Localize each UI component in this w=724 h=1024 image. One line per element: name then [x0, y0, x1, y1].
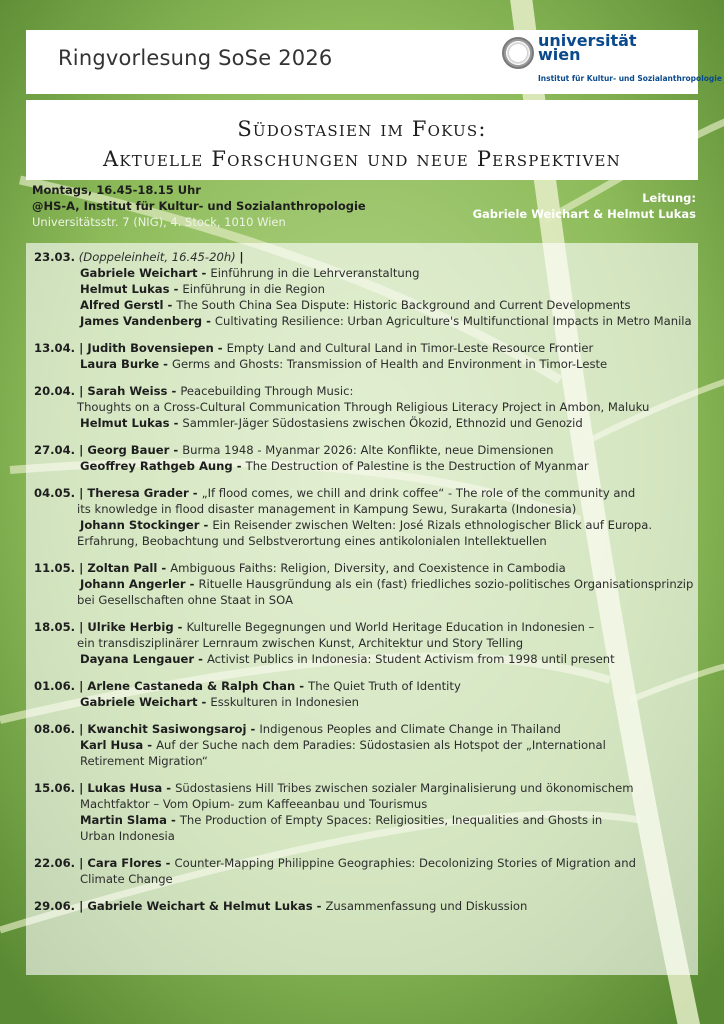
talk-title: Südostasiens Hill Tribes zwischen sozialer Marginalisierung und ökonomischem — [175, 781, 634, 795]
schedule-entry: 11.05. | Zoltan Pall - Ambiguous Faiths: Religion, Diversity, and Coexistence in Cambodia Johann Angerler - Rituelle Hausgründung als ein (fast) friedliches sozio-politisches Organisationsprinzip bei Gesellschaften ohne Staat in SOA — [34, 561, 694, 607]
entry-date: 22.06. — [34, 856, 76, 870]
speaker-name: Georg Bauer — [87, 443, 170, 457]
talk-title: Esskulturen in Indonesien — [210, 695, 359, 709]
event-time: Montags, 16.45-18.15 Uhr — [32, 183, 201, 197]
university-seal-icon — [502, 37, 534, 69]
talk-title: Kulturelle Begegnungen und World Heritage Education in Indonesien – — [186, 620, 595, 634]
talk-title: Counter-Mapping Philippine Geographies: Decolonizing Stories of Migration and — [174, 856, 636, 870]
talk-title: The Production of Empty Spaces: Religiosities, Inequalities and Ghosts in — [179, 813, 603, 827]
entry-date: 27.04. — [34, 443, 76, 457]
entry-date: 04.05. — [34, 486, 76, 500]
speaker-name: James Vandenberg — [80, 314, 203, 328]
talk-title: Empty Land and Cultural Land in Timor-Leste Resource Frontier — [226, 341, 594, 355]
speaker-name: Helmut Lukas — [80, 416, 170, 430]
talk-title: Peacebuilding Through Music: — [180, 384, 354, 398]
leitung-label: Leitung: — [642, 191, 696, 205]
talk-title: The Quiet Truth of Identity — [308, 679, 461, 693]
talk-title-continued: ein transdisziplinärer Lernraum zwischen Kunst, Architektur und Story Telling — [77, 636, 524, 650]
talk-title: The Destruction of Palestine is the Destruction of Myanmar — [245, 459, 589, 473]
entry-date: 11.05. — [34, 561, 76, 575]
organizers — [473, 190, 696, 222]
talk-title: The South China Sea Dispute: Historic Background and Current Developments — [176, 298, 631, 312]
schedule-entry: 18.05. | Ulrike Herbig - Kulturelle Begegnungen und World Heritage Education in Indonesien – ein transdisziplinärer Lernraum zwischen Kunst, Architektur und Story Telling Dayana Lengauer - Activist Publics in Indonesia: Student Activism from 1998 until present — [34, 619, 690, 667]
speaker-name: Johann Angerler — [80, 577, 186, 591]
talk-title: „If flood comes, we chill and drink coffee“ - The role of the community and — [201, 486, 636, 500]
leitung-names: Gabriele Weichart & Helmut Lukas — [472, 207, 696, 221]
speaker-name: Johann Stockinger — [80, 518, 200, 532]
talk-title: Ambiguous Faiths: Religion, Diversity, and Coexistence in Cambodia — [170, 561, 566, 575]
talk-title: Auf der Suche nach dem Paradies: Südostasien als Hotspot der „International — [156, 738, 606, 752]
speaker-name: Kwanchit Sasiwongsaroj — [87, 722, 247, 736]
talk-title-continued: its knowledge in flood disaster management in Kampung Sewu, Surakarta (Indonesia) — [77, 502, 577, 516]
speaker-name: Cara Flores — [87, 856, 162, 870]
talk-title: Germs and Ghosts: Transmission of Health and Environment in Timor-Leste — [172, 357, 608, 371]
speaker-name: Lukas Husa — [87, 781, 163, 795]
event-info — [32, 182, 366, 230]
speaker-name: Theresa Grader — [87, 486, 189, 500]
title-banner — [26, 100, 698, 180]
entry-note: (Doppeleinheit, 16.45-20h) — [78, 250, 236, 264]
speaker-name: Gabriele Weichart & Helmut Lukas — [87, 899, 313, 913]
talk-title: Zusammenfassung und Diskussion — [325, 899, 528, 913]
entry-date: 23.03. — [34, 250, 76, 264]
talk-title-continued: Thoughts on a Cross-Cultural Communication Through Religious Literacy Project in Ambon, Maluku — [77, 400, 650, 414]
header-banner — [26, 30, 722, 94]
schedule-entry: 08.06. | Kwanchit Sasiwongsaroj - Indigenous Peoples and Climate Change in Thailand Karl Husa - Auf der Suche nach dem Paradies: Südostasien als Hotspot der „International Retirement Migration“ — [34, 721, 690, 769]
schedule-entry: 29.06. | Gabriele Weichart & Helmut Lukas - Zusammenfassung und Diskussion — [34, 899, 528, 913]
institute-name: Institut für Kultur- und Sozialanthropologie — [538, 74, 722, 83]
speaker-name: Gabriele Weichart — [80, 695, 198, 709]
logo-word-universitaet: universität — [538, 31, 637, 50]
schedule-entry: 13.04. | Judith Bovensiepen - Empty Land and Cultural Land in Timor-Leste Resource Frontier Laura Burke - Germs and Ghosts: Transmission of Health and Environment in Timor-Leste — [34, 341, 608, 371]
schedule-entry: 23.03. (Doppeleinheit, 16.45-20h) | Gabriele Weichart - Einführung in die Lehrveranstaltung Helmut Lukas - Einführung in die Region Alfred Gerstl - The South China Sea Dispute: Historic Background and Current Developments James Vandenberg - Cultivating Resilience: Urban Agriculture's Multifunctional Impacts in Metro Manila — [34, 250, 692, 328]
schedule-entry: 04.05. | Theresa Grader - „If flood comes, we chill and drink coffee“ - The role of the community and its knowledge in flood disaster management in Kampung Sewu, Surakarta (Indonesia) Johann Stockinger - Ein Reisender zwischen Welten: José Rizals ethnologischer Blick auf Europa. Erfahrung, Beobachtung und Selbstverortung eines antikolonialen Intellektuellen — [34, 485, 690, 549]
entry-date: 01.06. — [34, 679, 76, 693]
schedule-list — [26, 243, 698, 975]
schedule-entry: 01.06. | Arlene Castaneda & Ralph Chan - The Quiet Truth of Identity Gabriele Weichart - Esskulturen in Indonesien — [34, 679, 461, 709]
speaker-name: Geoffrey Rathgeb Aung — [80, 459, 233, 473]
speaker-name: Dayana Lengauer — [80, 652, 195, 666]
schedule-entry: 27.04. | Georg Bauer - Burma 1948 - Myanmar 2026: Alte Konflikte, neue Dimensionen Geoffrey Rathgeb Aung - The Destruction of Palestine is the Destruction of Myanmar — [34, 443, 589, 473]
talk-title-continued: Machtfaktor – Vom Opium- zum Kaffeeanbau und Tourismus — [80, 797, 428, 811]
speaker-name: Laura Burke — [80, 357, 160, 371]
talk-title-continued: Retirement Migration“ — [80, 754, 208, 768]
entry-date: 20.04. — [34, 384, 76, 398]
talk-title: Burma 1948 - Myanmar 2026: Alte Konflikte, neue Dimensionen — [182, 443, 554, 457]
speaker-name: Judith Bovensiepen — [87, 341, 214, 355]
logo-word-wien: wien — [538, 45, 581, 64]
schedule-entry: 22.06. | Cara Flores - Counter-Mapping Philippine Geographies: Decolonizing Stories of Migration and Climate Change — [34, 855, 690, 887]
series-title: Ringvorlesung SoSe 2026 — [58, 46, 333, 70]
speaker-name: Sarah Weiss — [87, 384, 168, 398]
talk-title: Cultivating Resilience: Urban Agriculture's Multifunctional Impacts in Metro Manila — [214, 314, 692, 328]
event-place: @HS-A, Institut für Kultur- und Sozialanthropologie — [32, 199, 366, 213]
title-line-1: Südostasien im Fokus: — [237, 117, 487, 141]
talk-title: Sammler-Jäger Südostasiens zwischen Ökozid, Ethnozid und Genozid — [182, 416, 583, 430]
entry-date: 13.04. — [34, 341, 76, 355]
speaker-name: Alfred Gerstl — [80, 298, 164, 312]
title-line-2: Aktuelle Forschungen und neue Perspektiven — [103, 147, 621, 171]
talk-title: Ein Reisender zwischen Welten: José Rizals ethnologischer Blick auf Europa. — [212, 518, 653, 532]
speaker-name: Karl Husa — [80, 738, 144, 752]
talk-title-continued: Urban Indonesia — [80, 829, 175, 843]
talk-title: Activist Publics in Indonesia: Student Activism from 1998 until present — [206, 652, 615, 666]
speaker-name: Arlene Castaneda & Ralph Chan — [87, 679, 296, 693]
speaker-name: Gabriele Weichart — [80, 266, 198, 280]
entry-date: 15.06. — [34, 781, 76, 795]
talk-title-continued: Erfahrung, Beobachtung und Selbstverortung eines antikolonialen Intellektuellen — [77, 534, 547, 548]
speaker-name: Martin Slama — [80, 813, 167, 827]
talk-title: Einführung in die Lehrveranstaltung — [210, 266, 420, 280]
entry-date: 18.05. — [34, 620, 76, 634]
speaker-name: Helmut Lukas — [80, 282, 170, 296]
talk-title-continued: Climate Change — [80, 872, 173, 886]
talk-title: Indigenous Peoples and Climate Change in Thailand — [259, 722, 561, 736]
speaker-name: Ulrike Herbig — [87, 620, 174, 634]
entry-date: 08.06. — [34, 722, 76, 736]
talk-title: Einführung in die Region — [182, 282, 325, 296]
event-address: Universitätsstr. 7 (NIG), 4. Stock, 1010 Wien — [32, 215, 286, 229]
entry-date: 29.06. — [34, 899, 76, 913]
schedule-entry: 15.06. | Lukas Husa - Südostasiens Hill Tribes zwischen sozialer Marginalisierung und ökonomischem Machtfaktor – Vom Opium- zum Kaffeeanbau und Tourismus Martin Slama - The Production of Empty Spaces: Religiosities, Inequalities and Ghosts in Urban Indonesia — [34, 780, 690, 844]
speaker-name: Zoltan Pall — [87, 561, 158, 575]
talk-title: Rituelle Hausgründung als ein (fast) friedliches sozio-politisches Organisationsprinzip — [198, 577, 694, 591]
university-logo-wordmark — [538, 31, 637, 64]
schedule-entry: 20.04. | Sarah Weiss - Peacebuilding Through Music: Thoughts on a Cross-Cultural Communication Through Religious Literacy Project in Ambon, Maluku Helmut Lukas - Sammler-Jäger Südostasiens zwischen Ökozid, Ethnozid und Genozid — [34, 383, 690, 431]
talk-title-continued: bei Gesellschaften ohne Staat in SOA — [77, 593, 294, 607]
